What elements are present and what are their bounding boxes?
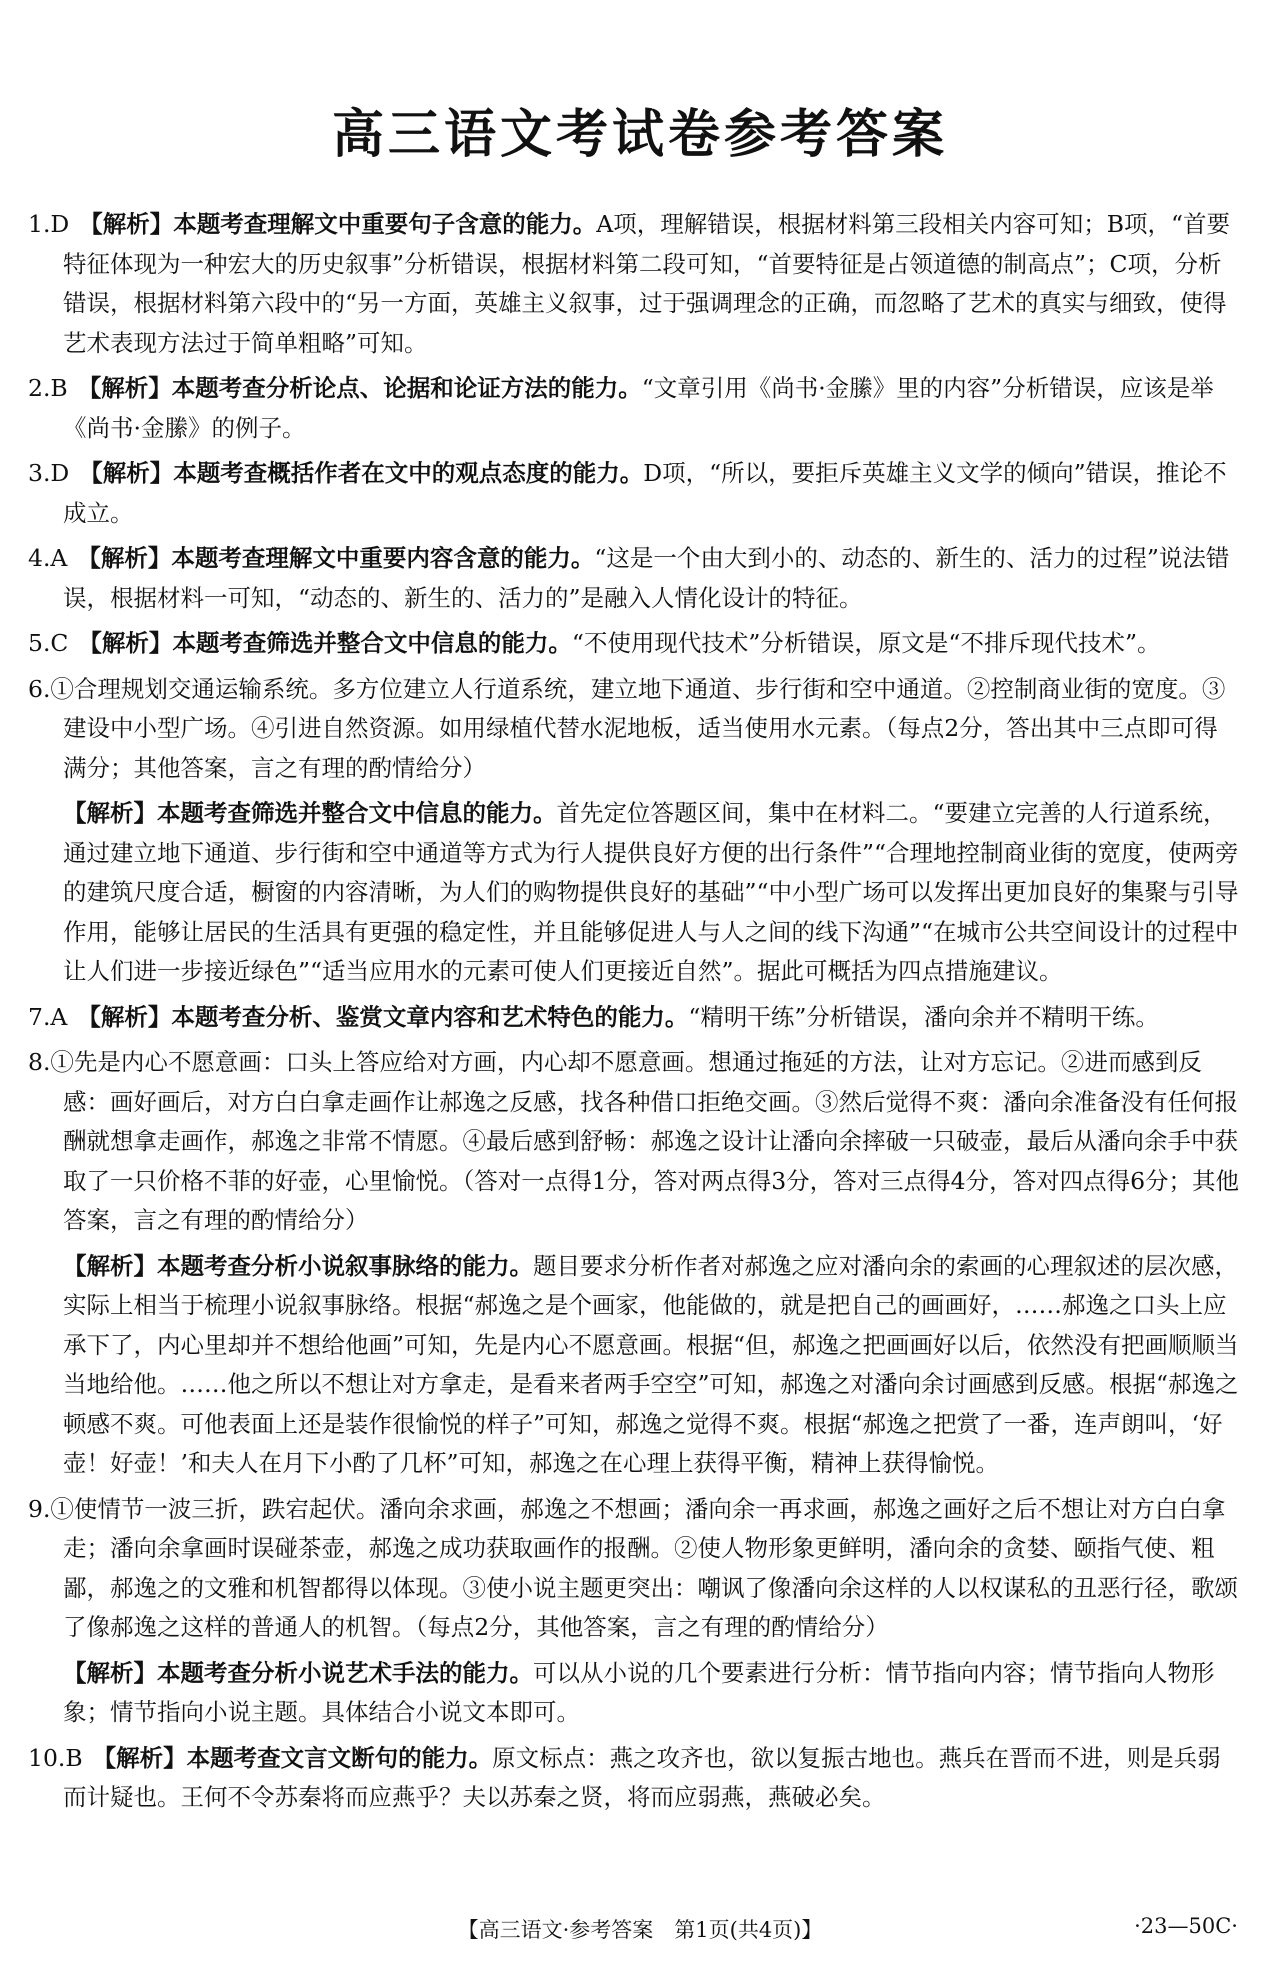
item-number: 8.: [28, 1048, 51, 1076]
answer-item: [28, 998, 1240, 1038]
item-stem: 本题考查概括作者在文中的观点态度的能力。: [173, 459, 644, 487]
analysis-tag: 【解析】: [79, 210, 174, 238]
item-stem: 本题考查分析论点、论据和论证方法的能力。: [171, 374, 642, 402]
page-title: 高三语文考试卷参考答案: [331, 105, 948, 165]
item-number: 9.: [28, 1494, 51, 1523]
item-stem: 本题考查理解文中重要句子含意的能力。: [173, 210, 597, 238]
answer-item: [28, 454, 1240, 533]
analysis-tag: 【解析】: [63, 799, 157, 827]
page-footer: [0, 1908, 1280, 1948]
item-number: 5.: [28, 629, 51, 657]
footer-code: ·23—50C·: [1134, 1914, 1238, 1938]
analysis-tag: 【解析】: [63, 1658, 157, 1687]
item-body: 首先定位答题区间，集中在材料二。“要建立完善的人行道系统，通过建立地下通道、步行街和空中通道等方式为行人提供良好方便的出行条件”“合理地控制商业街的宽度，使两旁的建筑尺度合适，橱窗的内容清晰，为人们的购物提供良好的基础”“中小型广场可以发挥出更加良好的集聚与引导作用，能够让居民的生活具有更强的稳定性，并且能够促进人与人之间的线下沟通”“在城市公共空间设计的过程中让人们进一步接近绿色”“适当应用水的元素可使人们更接近自然”。据此可概括为四点措施建议。: [63, 799, 1239, 985]
analysis-tag: 【解析】: [63, 1251, 157, 1280]
analysis-note: [28, 1654, 1240, 1733]
analysis-tag: 【解析】: [77, 1002, 172, 1031]
item-body: “不使用现代技术”分析错误，原文是“不排斥现代技术”。: [571, 629, 1161, 657]
item-body: A项，理解错误，根据材料第三段相关内容可知；B项，“首要特征体现为一种宏大的历史叙事”分析错误，根据材料第二段可知，“首要特征是占领道德的制高点”；C项，分析错误，根据材料第六段中的“另一方面，英雄主义叙事，过于强调理念的正确，而忽略了艺术的真实与细致，使得艺术表现方法过于简单粗略”可知。: [63, 210, 1231, 357]
item-number: 10.: [28, 1743, 66, 1772]
answer-item: [28, 539, 1240, 618]
item-stem: 本题考查分析小说艺术手法的能力。: [157, 1658, 533, 1687]
analysis-tag: 【解析】: [77, 374, 172, 402]
answer-item: [28, 1043, 1240, 1241]
item-answer: D: [50, 210, 70, 238]
item-answer: A: [50, 1002, 68, 1031]
item-body: “这是一个由大到小的、动态的、新生的、活力的过程”说法错误，根据材料一可知，“动态的、新生的、活力的”是融入人情化设计的特征。: [63, 544, 1230, 612]
item-body: “精明干练”分析错误，潘向余并不精明干练。: [688, 1002, 1159, 1031]
footer-page-info: 【高三语文·参考答案 第1页(共4页)】: [457, 1918, 823, 1942]
answer-item: [28, 369, 1240, 448]
answer-item: [28, 205, 1240, 363]
item-answer: A: [50, 544, 68, 572]
analysis-note: [28, 794, 1240, 992]
item-number: 2.: [28, 374, 51, 402]
answer-item: [28, 1739, 1240, 1818]
analysis-note: [28, 1247, 1240, 1484]
item-body: D项，“所以，要拒斥英雄主义文学的倾向”错误，推论不成立。: [63, 459, 1227, 527]
item-stem: 本题考查分析小说叙事脉络的能力。: [157, 1251, 533, 1280]
analysis-tag: 【解析】: [77, 544, 172, 572]
item-stem: 本题考查筛选并整合文中信息的能力。: [157, 799, 557, 827]
item-answer: B: [50, 374, 68, 402]
answer-item: [28, 1490, 1240, 1648]
item-number: 6.: [28, 674, 51, 703]
item-stem: 本题考查文言文断句的能力。: [186, 1743, 493, 1772]
answer-item: [28, 624, 1240, 664]
item-body: 可以从小说的几个要素进行分析：情节指向内容；情节指向人物形象；情节指向小说主题。具体结合小说文本即可。: [63, 1658, 1215, 1726]
item-answer: B: [65, 1743, 83, 1772]
item-stem: 本题考查筛选并整合文中信息的能力。: [172, 629, 572, 657]
item-number: 3.: [28, 459, 51, 487]
analysis-tag: 【解析】: [92, 1743, 187, 1772]
item-body: ①先是内心不愿意画：口头上答应给对方画，内心却不愿意画。想通过拖延的方法，让对方忘记。②进而感到反感：画好画后，对方白白拿走画作让郝逸之反感，找各种借口拒绝交画。③然后觉得不爽：潘向余准备没有任何报酬就想拿走画作，郝逸之非常不情愿。④最后感到舒畅：郝逸之设计让潘向余摔破一只破壶，最后从潘向余手中获取了一只价格不菲的好壶，心里愉悦。（答对一点得1分，答对两点得3分，答对三点得4分，答对四点得6分；其他答案，言之有理的酌情给分）: [50, 1048, 1240, 1234]
item-body: 原文标点：燕之攻齐也，欲以复振古地也。燕兵在晋而不进，则是兵弱而计疑也。王何不令苏秦将而应燕乎？夫以苏秦之贤，将而应弱燕，燕破必矣。: [63, 1743, 1221, 1811]
item-number: 1.: [28, 210, 51, 238]
item-body: “文章引用《尚书·金縢》里的内容”分析错误，应该是举《尚书·金縢》的例子。: [63, 374, 1214, 442]
item-stem: 本题考查理解文中重要内容含意的能力。: [171, 544, 595, 572]
item-number: 4.: [28, 544, 51, 572]
item-body: ①合理规划交通运输系统。多方位建立人行道系统，建立地下通道、步行街和空中通道。②控制商业街的宽度。③建设中小型广场。④引进自然资源。如用绿植代替水泥地板，适当使用水元素。（每点2分，答出其中三点即可得满分；其他答案，言之有理的酌情给分）: [50, 674, 1226, 782]
analysis-tag: 【解析】: [79, 459, 174, 487]
item-body: 题目要求分析作者对郝逸之应对潘向余的索画的心理叙述的层次感，实际上相当于梳理小说叙事脉络。根据“郝逸之是个画家，他能做的，就是把自己的画画好，……郝逸之口头上应承下了，内心里却并不想给他画”可知，先是内心不愿意画。根据“但，郝逸之把画画好以后，依然没有把画顺顺当当地给他。……他之所以不想让对方拿走，是看来者两手空空”可知，郝逸之对潘向余讨画感到反感。根据“郝逸之顿感不爽。可他表面上还是装作很愉悦的样子”可知，郝逸之觉得不爽。根据“郝逸之把赏了一番，连声朗叫，‘好壶！好壶！’和夫人在月下小酌了几杯”可知，郝逸之在心理上获得平衡，精神上获得愉悦。: [63, 1251, 1239, 1477]
answer-item: [28, 670, 1240, 789]
item-answer: C: [50, 629, 69, 657]
item-body: ①使情节一波三折，跌宕起伏。潘向余求画，郝逸之不想画；潘向余一再求画，郝逸之画好之后不想让对方白白拿走；潘向余拿画时误碰茶壶，郝逸之成功获取画作的报酬。②使人物形象更鲜明，潘向余的贪婪、颐指气使、粗鄙，郝逸之的文雅和机智都得以体现。③使小说主题更突出：嘲讽了像潘向余这样的人以权谋私的丑恶行径，歌颂了像郝逸之这样的普通人的机智。（每点2分，其他答案，言之有理的酌情给分）: [50, 1494, 1238, 1641]
analysis-tag: 【解析】: [78, 629, 173, 657]
item-number: 7.: [28, 1002, 51, 1031]
item-stem: 本题考查分析、鉴赏文章内容和艺术特色的能力。: [171, 1002, 689, 1031]
answer-list: [28, 205, 1240, 1824]
item-answer: D: [50, 459, 70, 487]
